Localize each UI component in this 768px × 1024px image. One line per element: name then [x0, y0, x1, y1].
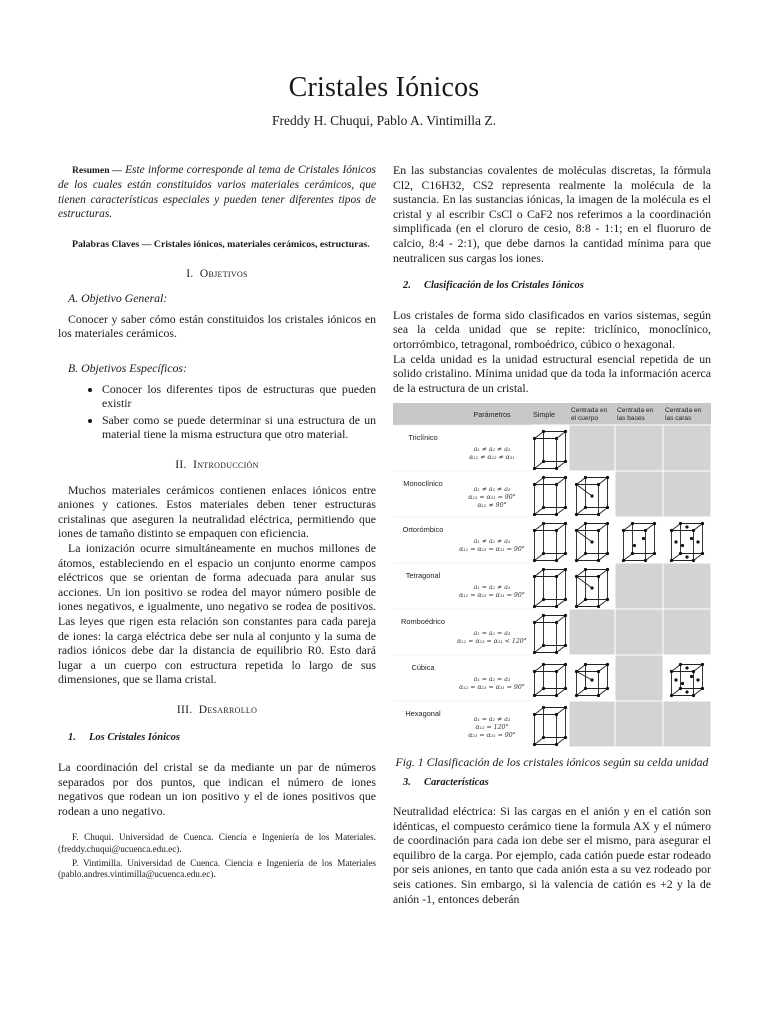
- cristales-ionicos-paragraph: La coordinación del cristal se da mediante un par de números separados por dos puntos, que indican el número de iones negativos que rodean un ion positivo y el de iones positivos que rodean a uno negativo.: [58, 760, 376, 818]
- subsection-caracteristicas: [403, 776, 711, 791]
- figure-header-label: Parámetros: [473, 410, 511, 420]
- crystal-system-label: Triclínico: [408, 433, 438, 443]
- abstract: [58, 163, 376, 222]
- paper-title: Cristales Iónicos: [288, 72, 480, 103]
- subsection-number: 1.: [68, 732, 76, 744]
- subsection-objetivo-general: A. Objetivo General:: [68, 291, 168, 306]
- crystal-parameter: α₁₂ ≠ 90°: [477, 502, 507, 510]
- paper-authors: Freddy H. Chuqui, Pablo A. Vintimilla Z.: [272, 113, 496, 128]
- subsection-cristales-ionicos: [68, 731, 376, 746]
- empty-cell: [663, 471, 711, 517]
- section-heading-introduccion: [58, 458, 376, 473]
- crystal-parameter: α₁₂ = α₂₃ = α₃₁ = 90°: [459, 546, 525, 554]
- keywords: Palabras Claves — Cristales iónicos, materiales cerámicos, estructuras.: [72, 238, 370, 250]
- abstract-text: Este informe corresponde al tema de Cristales Iónicos de los cuales están constituidos varios materiales cerámicos, que tienen características especiales y pueden tener diferentes tipos de estructuras.: [58, 164, 376, 221]
- right-column: [393, 163, 711, 906]
- crystal-system-label: Ortorómbico: [402, 525, 444, 535]
- crystal-system-label: Cúbica: [411, 663, 435, 673]
- figure-header-label: Centrada en el cuerpo: [571, 407, 608, 423]
- subsection-number: 3.: [403, 776, 411, 788]
- empty-cell: [569, 425, 615, 471]
- unit-cell: [663, 655, 711, 701]
- crystal-systems-figure: [393, 403, 711, 749]
- empty-cell: [569, 609, 615, 655]
- footnote-chuqui: F. Chuqui. Universidad de Cuenca. Ciencia e Ingeniería de los Materiales. (freddy.chuqui@ucuenca.edu.ec).: [58, 832, 376, 855]
- crystal-parameter: α₁₂ ≠ α₂₃ ≠ α₃₁: [469, 454, 515, 462]
- crystal-parameter: α₁₂ = α₂₃ = α₃₁ = 90°: [459, 592, 525, 600]
- left-column: [58, 163, 376, 881]
- section-number: II.: [175, 458, 187, 471]
- intro-paragraph-1: Muchos materiales cerámicos contienen enlaces iónicos entre aniones y cationes. Estos materiales deben tener estructuras cristalinas que aseguren la neutralidad eléctrica, permitiendo que iones de tamaño distinto se empaquen con eficiencia.: [58, 482, 376, 541]
- list-item: • Conocer los diferentes tipos de estructuras que pueden existir: [102, 382, 376, 411]
- crystal-system-label: Tetragonal: [405, 571, 441, 581]
- crystal-parameter: α₁₂ = α₂₃ = α₃₁ = 90°: [459, 684, 525, 692]
- empty-cell: [663, 609, 711, 655]
- clasificacion-paragraph-1: Los cristales de forma sido clasificados en varios sistemas, según sea la celda unidad que se repite: triclínico, monoclínico, ortorrómbico, tetragonal, romboédrico, cúbico o hexagonal.: [393, 307, 711, 351]
- caracteristicas-paragraph: Neutralidad eléctrica: Si las cargas en el anión y en el catión son idénticas, el compuesto cerámico tiene la formula AX y el número de coordinación para cada ion debe ser el mismo, para asegurar el equilibro de la carga. Por ejemplo, cada catión puede estar rodeado por seis aniones, en tanto que cada anión esta a su vez rodeado por seis cationes. Sin embargo, si la valencia de catión es +2 y la de anión -1, entonces deberán: [393, 804, 711, 906]
- crystal-parameter: α₁₂ = 120°: [475, 724, 509, 732]
- empty-cell: [663, 425, 711, 471]
- subsection-title: Clasificación de los Cristales Iónicos: [424, 280, 584, 292]
- figure-caption: Fig. 1 Clasificación de los cristales iónicos según su celda unidad: [395, 754, 709, 769]
- section-number: III.: [176, 703, 193, 716]
- subsection-clasificacion: [403, 279, 711, 294]
- figure-header-label: Simple: [533, 410, 555, 420]
- objectives-list: [58, 382, 376, 442]
- subsection-title: Características: [424, 776, 489, 788]
- section-title: Introducción: [193, 458, 259, 471]
- subsection-number: 2.: [403, 280, 411, 292]
- crystal-parameter: a₁ ≠ a₂ ≠ a₃: [473, 486, 511, 494]
- subsection-title: Los Cristales Iónicos: [89, 732, 181, 744]
- footnote-vintimilla: P. Vintimilla. Universidad de Cuenca. Ciencia e Ingeniería de los Materiales (pablo.andres.vintimilla@ucuenca.edu.ec).: [58, 857, 376, 880]
- empty-cell: [615, 563, 663, 609]
- crystal-parameter: a₁ ≠ a₂ ≠ a₃: [473, 538, 511, 546]
- list-item: • Saber como se puede determinar si una estructura de un material tiene la misma estructura que otro material.: [102, 413, 376, 442]
- crystal-parameter: a₁ = a₂ ≠ a₃: [473, 584, 511, 592]
- empty-cell: [569, 701, 615, 747]
- subsection-objetivos-especificos: B. Objetivos Específicos:: [68, 361, 187, 375]
- crystal-system-label: Romboédrico: [401, 617, 445, 627]
- crystal-parameter: α₂₃ = α₃₁ = 90°: [468, 494, 516, 502]
- crystal-system-label: Monoclínico: [403, 479, 443, 489]
- figure-header-label: Centrada en las bases: [617, 407, 654, 423]
- objetivo-general-text: Conocer y saber cómo están constituidos los cristales iónicos en los materiales cerámicos.: [58, 311, 376, 341]
- figure-row-label-bg: [393, 701, 531, 747]
- section-number: I.: [186, 267, 194, 280]
- crystal-parameter: a₁ = a₂ ≠ a₃: [473, 716, 511, 724]
- empty-cell: [663, 563, 711, 609]
- crystal-parameter: a₁ ≠ a₂ ≠ a₃: [473, 446, 511, 454]
- empty-cell: [615, 471, 663, 517]
- section-title: Desarrollo: [198, 703, 258, 716]
- abstract-label: Resumen —: [72, 166, 122, 176]
- crystal-parameter: a₁ = a₂ = a₃: [473, 676, 511, 684]
- crystal-parameter: α₁₂ = α₂₃ = α₃₁ < 120°: [457, 638, 527, 646]
- crystal-system-label: Hexagonal: [405, 709, 441, 719]
- clasificacion-paragraph-2: La celda unidad es la unidad estructural esencial repetida de un solido cristalino. Mínima unidad que da toda la información acerca de la estructura de un cristal.: [393, 351, 711, 395]
- empty-cell: [615, 425, 663, 471]
- empty-cell: [663, 701, 711, 747]
- section-heading-desarrollo: [58, 703, 376, 718]
- section-heading-objetivos: [58, 267, 376, 282]
- figure-header-label: Centrada en las caras: [665, 407, 702, 423]
- covalent-paragraph: En las substancias covalentes de moléculas discretas, la fórmula Cl2, C16H32, CS2 representa realmente la molécula de la sustancia. En las sustancias iónicas, la imagen de la molécula es el cristal y al escribir CsCl o CaF2 nos referimos a la coordinación simplificada (en el cloruro de cesio, 8:8 - 1:1; en el fluoruro de calcio, 8:4 - 2:1), que debe darnos la cantidad mínima para que neutralicen sus cargas los iones.: [393, 163, 711, 265]
- intro-paragraph-2: La ionización ocurre simultáneamente en muchos millones de átomos, estableciendo en el espacio un conjunto enorme campos eléctricos que se orientan de forma adecuada para anular sus acciones. Un ion positivo se rodea del mayor número posible de iones negativos, e igualmente, uno negativo se rodea de positivos. Las leyes que rigen esta relación son constantes para cada pareja de iones: la carga eléctrica debe ser nula al conjunto y la suma de radios iónicos debe dar la distancia de equilibrio R0. Esto dará lugar a un cuerpo con estructura repetida lo largo de sus dimensiones, que se llama cristal.: [58, 540, 376, 687]
- crystal-parameter: a₁ = a₂ = a₃: [473, 630, 511, 638]
- crystal-parameter: α₂₃ = α₃₁ = 90°: [468, 732, 516, 740]
- empty-cell: [615, 609, 663, 655]
- section-title: Objetivos: [199, 267, 248, 280]
- empty-cell: [615, 701, 663, 747]
- empty-cell: [615, 655, 663, 701]
